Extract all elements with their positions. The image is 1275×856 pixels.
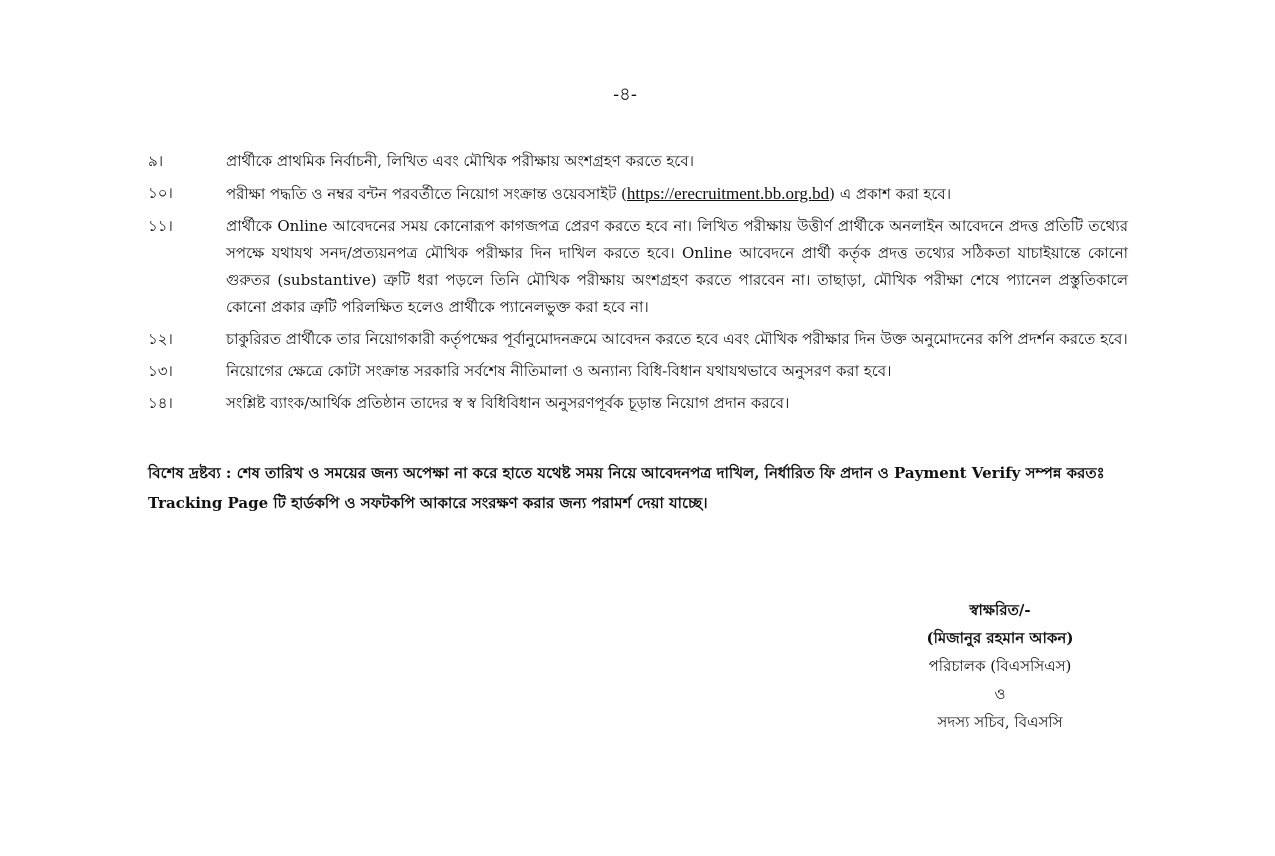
special-notice xyxy=(148,458,1128,518)
item-text: চাকুরিরত প্রার্থীকে তার নিয়োগকারী কর্তৃপক্ষের পূর্বানুমোদনক্রমে আবেদন করতে হবে এবং মৌখিক পরীক্ষার দিন উক্ত অনুমোদনের কপি প্রদর্শন করতে হবে। xyxy=(226,330,1128,348)
notice-label: বিশেষ দ্রষ্টব্য : xyxy=(148,464,232,482)
signatory-name: (মিজানুর রহমান আকন) xyxy=(926,629,1074,647)
item-text: ) এ প্রকাশ করা হবে। xyxy=(829,185,952,203)
list-item xyxy=(148,213,1128,321)
item-number: ১৪। xyxy=(148,394,173,412)
item-number: ১৩। xyxy=(148,362,173,380)
item-text: সংশ্লিষ্ট ব্যাংক/আর্থিক প্রতিষ্ঠান তাদের স্ব স্ব বিধিবিধান অনুসরণপূর্বক চূড়ান্ত নিয়োগ প্রদান করবে। xyxy=(226,394,790,412)
signatory-title-2: সদস্য সচিব, বিএসসি xyxy=(937,713,1063,731)
signed-mark: স্বাক্ষরিত/- xyxy=(969,601,1031,619)
item-text: প্রার্থীকে প্রাথমিক নির্বাচনী, লিখিত এবং মৌখিক পরীক্ষায় অংশগ্রহণ করতে হবে। xyxy=(226,152,695,170)
item-number: ১০। xyxy=(148,184,173,202)
item-number: ৯। xyxy=(148,152,164,170)
item-number: ১২। xyxy=(148,330,173,348)
list-item xyxy=(148,358,1128,385)
signatory-conjunction: ও xyxy=(994,685,1006,703)
list-item xyxy=(148,148,1128,175)
recruitment-website-link[interactable]: https://erecruitment.bb.org.bd xyxy=(626,184,830,203)
notice-text: শেষ তারিখ ও সময়ের জন্য অপেক্ষা না করে হাতে যথেষ্ট সময় নিয়ে আবেদনপত্র দাখিল, নির্ধারিত ফি প্রদান ও Payment Verify সম্পন্ন করতঃ Tracking Page টি হার্ডকপি ও সফটকপি আকারে সংরক্ষণ করার জন্য পরামর্শ দেয়া যাচ্ছে। xyxy=(148,464,1105,512)
item-text: প্রার্থীকে Online আবেদনের সময় কোনোরূপ কাগজপত্র প্রেরণ করতে হবে না। লিখিত পরীক্ষায় উত্তীর্ণ প্রার্থীকে অনলাইন আবেদনে প্রদত্ত প্রতিটি তথ্যের সপক্ষে যথাযথ সনদ/প্রত্যয়নপত্র মৌখিক পরীক্ষার দিন দাখিল করতে হবে। Online আবেদনে প্রার্থী কর্তৃক প্রদত্ত তথ্যের সঠিকতা যাচাইয়ান্তে কোনো গুরুতর (substantive) ত্রুটি ধরা পড়লে তিনি মৌখিক পরীক্ষায় অংশগ্রহণ করতে পারবেন না। তাছাড়া, মৌখিক পরীক্ষা শেষে প্যানেল প্রস্তুতিকালে কোনো প্রকার ত্রুটি পরিলক্ষিত হলেও প্রার্থীকে প্যানেলভুক্ত করা হবে না। xyxy=(226,217,1128,316)
item-text: নিয়োগের ক্ষেত্রে কোটা সংক্রান্ত সরকারি সর্বশেষ নীতিমালা ও অন্যান্য বিধি-বিধান যথাযথভাবে অনুসরণ করা হবে। xyxy=(226,362,892,380)
instruction-list xyxy=(148,148,1128,422)
list-item xyxy=(148,326,1128,353)
item-text: পরীক্ষা পদ্ধতি ও নম্বর বন্টন পরবর্তীতে নিয়োগ সংক্রান্ত ওয়েবসাইট ( xyxy=(226,185,627,203)
signature-block xyxy=(880,596,1120,736)
signatory-title-1: পরিচালক (বিএসসিএস) xyxy=(928,657,1072,675)
page-number: -৪- xyxy=(613,84,637,105)
list-item xyxy=(148,180,1128,208)
list-item xyxy=(148,390,1128,417)
item-number: ১১। xyxy=(148,217,173,235)
